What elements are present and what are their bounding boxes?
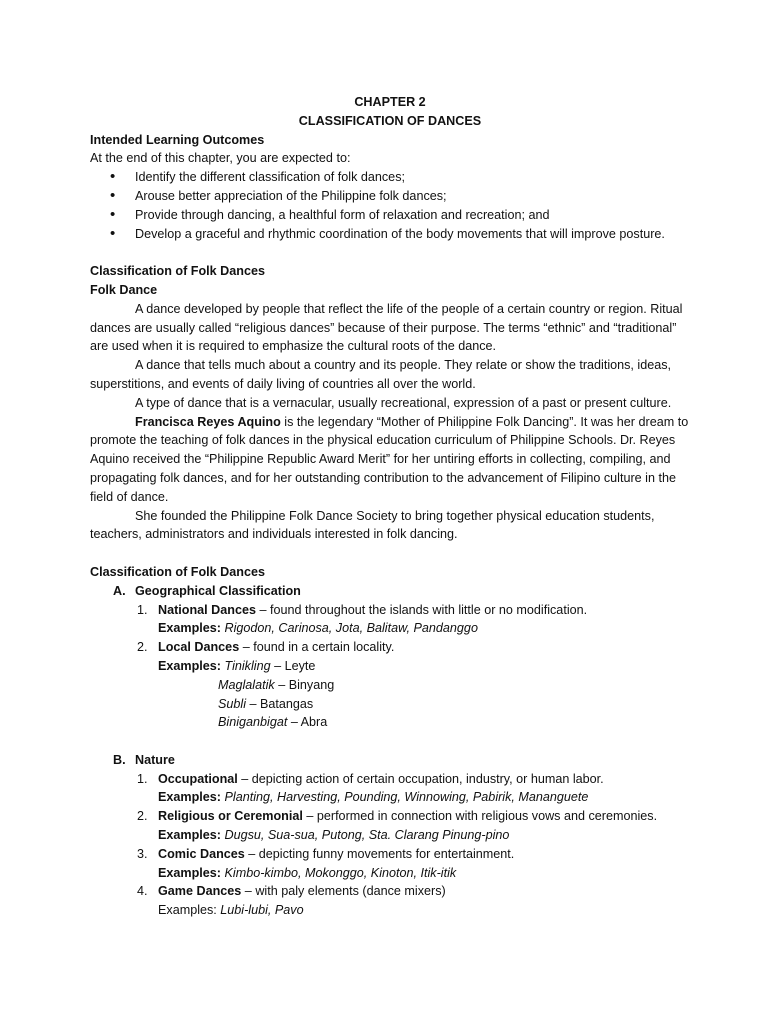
folk-heading: Classification of Folk Dances [90,264,265,279]
examples-text: Planting, Harvesting, Pounding, Winnowing, Pabirik, Mananguete [221,790,589,805]
item-religious [90,807,690,826]
local-dance-name: Maglalatik [218,677,275,692]
section-marker: A. [113,583,126,598]
aquino-name: Francisca Reyes Aquino [135,414,281,429]
local-dance-name: Tinikling [224,658,271,673]
examples-line [90,901,690,920]
examples-line [90,788,690,807]
folk-paragraph-2: A dance that tells much about a country and its people. They relate or show the traditions, ideas, superstitions, and events of daily living of countries all over the world. [90,358,672,391]
local-dance-place: – Leyte [270,658,316,673]
local-dance-line [90,713,690,732]
local-dance-name: Subli [218,696,247,711]
examples-line [90,619,690,638]
folk-paragraph-5: She founded the Philippine Folk Dance Society to bring together physical education students, teachers, administrators and individuals interested in folk dancing. [90,508,655,542]
examples-label: Examples: [158,658,221,673]
item-desc: – with paly elements (dance mixers) [241,884,446,899]
item-game-dances [90,882,690,901]
section-marker: B. [113,752,126,767]
examples-line [90,864,690,883]
examples-label: Examples: [158,828,221,843]
item-term: Local Dances [158,640,240,655]
examples-label: Examples: [158,790,221,805]
item-number: 4. [137,884,148,899]
aquino-text: is the legendary “Mother of Philippine Folk Dancing”. It was her dream to promote the teaching of folk dances in the physical education curriculum of Philippine Schools. Dr. Reyes Aquino received the “Philippine Republic Award Merit” for her untiring efforts in collecting, compiling, and propagating folk dances, and for her outstanding contribution to the advancement of Filipino culture in the field of dance. [90,414,689,504]
ilo-intro: At the end of this chapter, you are expected to: [90,151,351,166]
classification-heading: Classification of Folk Dances [90,564,265,579]
item-number: 1. [137,771,148,786]
examples-text: Dugsu, Sua-sua, Putong, Sta. Clarang Pinung-pino [221,828,510,843]
examples-label: Examples: [158,903,217,918]
ilo-bullet: • Identify the different classification of folk dances; [90,168,690,187]
ilo-bullet: • Arouse better appreciation of the Philippine folk dances; [90,187,690,206]
local-dance-place: – Batangas [246,696,314,711]
local-dance-place: – Abra [287,715,328,730]
item-occupational [90,770,690,789]
folk-subheading: Folk Dance [90,282,158,297]
section-nature [90,751,690,770]
local-dance-line [90,695,690,714]
ilo-heading: Intended Learning Outcomes [90,132,265,147]
item-comic-dances [90,845,690,864]
folk-paragraph-1: A dance developed by people that reflect the life of the people of a certain country or region. Ritual dances are usually called “religious dances” because of their purpose. The terms “ethnic” and “traditional” are used when it is required to emphasize the cultural roots of the dance. [90,301,683,354]
item-number: 3. [137,846,148,861]
chapter-title: CLASSIFICATION OF DANCES [298,113,482,128]
examples-line [90,826,690,845]
item-desc: – performed in connection with religious vows and ceremonies. [302,809,658,824]
examples-line [90,657,690,676]
ilo-bullet: • Develop a graceful and rhythmic coordination of the body movements that will improve posture. [90,225,690,244]
item-term: Religious or Ceremonial [158,809,303,824]
item-desc: – depicting action of certain occupation, industry, or human labor. [237,771,604,786]
examples-text: Lubi-lubi, Pavo [216,903,304,918]
examples-label: Examples: [158,865,221,880]
item-term: Game Dances [158,884,242,899]
item-number: 1. [137,602,148,617]
item-desc: – depicting funny movements for entertainment. [244,846,515,861]
ilo-list [90,168,690,243]
item-term: Comic Dances [158,846,245,861]
item-term: National Dances [158,602,256,617]
item-number: 2. [137,809,148,824]
examples-label: Examples: [158,621,221,636]
item-desc: – found throughout the islands with little or no modification. [255,602,588,617]
folk-paragraph-4 [90,413,690,507]
item-national-dances [90,601,690,620]
section-label: Nature [135,752,175,767]
item-number: 2. [137,640,148,655]
item-local-dances [90,638,690,657]
document-body [90,93,690,920]
examples-text: Rigodon, Carinosa, Jota, Balitaw, Pandanggo [221,621,478,636]
item-desc: – found in a certain locality. [239,640,395,655]
chapter-number: CHAPTER 2 [354,95,426,109]
local-dance-name: Biniganbigat [218,715,288,730]
ilo-bullet: • Provide through dancing, a healthful form of relaxation and recreation; and [90,206,690,225]
folk-paragraph-3: A type of dance that is a vernacular, usually recreational, expression of a past or present culture. [135,395,672,410]
local-dance-line [90,676,690,695]
section-label: Geographical Classification [135,583,301,598]
item-term: Occupational [158,771,238,786]
examples-text: Kimbo-kimbo, Mokonggo, Kinoton, Itik-itik [221,865,457,880]
local-dance-place: – Binyang [274,677,335,692]
section-geographical [90,582,690,601]
